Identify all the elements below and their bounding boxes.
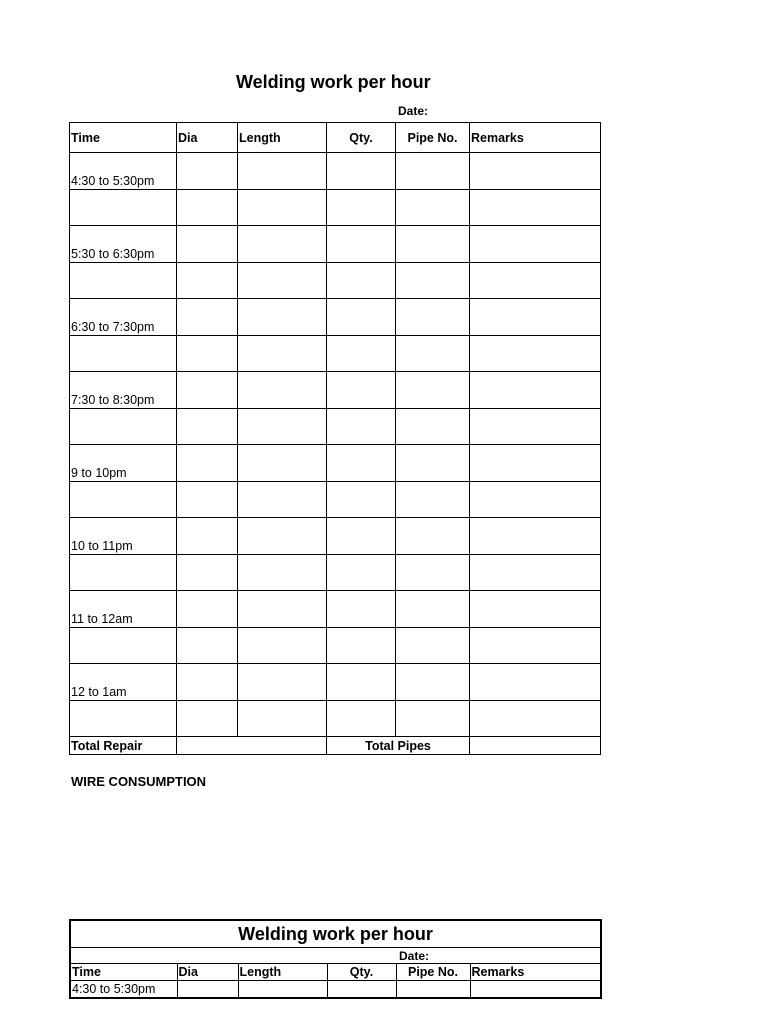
time-slot-rows (70, 153, 601, 737)
entry-cell[interactable] (470, 336, 601, 372)
time-slot-label: 9 to 10pm (70, 445, 177, 482)
entry-cell[interactable] (327, 591, 396, 628)
entry-cell[interactable] (177, 153, 238, 190)
second-col-header-dia: Dia (177, 964, 238, 981)
entry-cell[interactable] (177, 409, 238, 445)
entry-cell[interactable] (177, 591, 238, 628)
second-entry-cell[interactable] (470, 981, 601, 999)
entry-cell[interactable] (238, 299, 327, 336)
blank-row (70, 555, 601, 591)
second-entry-cell[interactable] (238, 981, 327, 999)
entry-cell[interactable] (470, 664, 601, 701)
header-row (70, 123, 601, 153)
entry-cell[interactable] (238, 190, 327, 226)
entry-cell[interactable] (396, 701, 470, 737)
entry-cell[interactable] (177, 372, 238, 409)
entry-cell[interactable] (396, 336, 470, 372)
entry-cell[interactable] (238, 153, 327, 190)
entry-cell[interactable] (327, 153, 396, 190)
second-sheet-title: Welding work per hour (70, 920, 601, 948)
blank-row (70, 263, 601, 299)
entry-cell[interactable] (70, 628, 177, 664)
entry-cell[interactable] (396, 372, 470, 409)
time-slot-row (70, 518, 601, 555)
blank-row (70, 701, 601, 737)
entry-cell[interactable] (177, 701, 238, 737)
entry-cell[interactable] (327, 226, 396, 263)
blank-row (70, 482, 601, 518)
entry-cell[interactable] (238, 336, 327, 372)
entry-cell[interactable] (470, 190, 601, 226)
second-title-row (70, 920, 601, 948)
time-slot-label: 10 to 11pm (70, 518, 177, 555)
blank-row (70, 409, 601, 445)
entry-cell[interactable] (177, 336, 238, 372)
entry-cell[interactable] (470, 555, 601, 591)
entry-cell[interactable] (396, 190, 470, 226)
entry-cell[interactable] (70, 555, 177, 591)
entry-cell[interactable] (327, 701, 396, 737)
entry-cell[interactable] (396, 153, 470, 190)
second-time-slot-label: 4:30 to 5:30pm (70, 981, 177, 999)
time-slot-label: 11 to 12am (70, 591, 177, 628)
entry-cell[interactable] (396, 226, 470, 263)
entry-cell[interactable] (470, 263, 601, 299)
entry-cell[interactable] (177, 299, 238, 336)
entry-cell[interactable] (470, 153, 601, 190)
time-slot-row (70, 226, 601, 263)
wire-consumption-heading: WIRE CONSUMPTION (71, 774, 207, 789)
entry-cell[interactable] (327, 518, 396, 555)
entry-cell[interactable] (177, 518, 238, 555)
entry-cell[interactable] (70, 701, 177, 737)
total-pipes-label: Total Pipes (327, 737, 470, 755)
entry-cell[interactable] (470, 372, 601, 409)
totals-row (70, 737, 601, 755)
entry-cell[interactable] (396, 445, 470, 482)
second-col-header-remarks: Remarks (470, 964, 601, 981)
entry-cell[interactable] (238, 482, 327, 518)
entry-cell[interactable] (177, 263, 238, 299)
entry-cell[interactable] (177, 445, 238, 482)
entry-cell[interactable] (470, 591, 601, 628)
col-header-time: Time (70, 123, 177, 153)
entry-cell[interactable] (327, 555, 396, 591)
entry-cell[interactable] (396, 628, 470, 664)
entry-cell[interactable] (396, 263, 470, 299)
second-col-header-time: Time (70, 964, 177, 981)
second-entry-cell[interactable] (327, 981, 396, 999)
second-header-row (70, 964, 601, 981)
time-slot-row (70, 372, 601, 409)
entry-cell[interactable] (327, 299, 396, 336)
entry-cell[interactable] (327, 190, 396, 226)
entry-cell[interactable] (70, 263, 177, 299)
entry-cell[interactable] (238, 664, 327, 701)
entry-cell[interactable] (177, 664, 238, 701)
time-slot-row (70, 299, 601, 336)
second-date-label: Date: (70, 948, 601, 964)
entry-cell[interactable] (238, 372, 327, 409)
entry-cell[interactable] (470, 409, 601, 445)
entry-cell[interactable] (470, 445, 601, 482)
col-header-length: Length (238, 123, 327, 153)
entry-cell[interactable] (70, 482, 177, 518)
entry-cell[interactable] (396, 664, 470, 701)
entry-cell[interactable] (470, 628, 601, 664)
col-header-pipe-no: Pipe No. (396, 123, 470, 153)
second-col-header-length: Length (238, 964, 327, 981)
entry-cell[interactable] (470, 518, 601, 555)
entry-cell[interactable] (327, 263, 396, 299)
entry-cell[interactable] (70, 336, 177, 372)
sheet-title: Welding work per hour (236, 72, 431, 92)
entry-cell[interactable] (327, 628, 396, 664)
blank-row (70, 336, 601, 372)
total-pipes-cell[interactable] (470, 737, 601, 755)
entry-cell[interactable] (396, 482, 470, 518)
entry-cell[interactable] (177, 482, 238, 518)
entry-cell[interactable] (396, 591, 470, 628)
time-slot-label: 4:30 to 5:30pm (70, 153, 177, 190)
second-date-row (70, 948, 601, 964)
entry-cell[interactable] (70, 190, 177, 226)
entry-cell[interactable] (327, 664, 396, 701)
entry-cell[interactable] (238, 226, 327, 263)
entry-cell[interactable] (177, 628, 238, 664)
entry-cell[interactable] (327, 482, 396, 518)
entry-cell[interactable] (238, 701, 327, 737)
entry-cell[interactable] (238, 445, 327, 482)
entry-cell[interactable] (238, 555, 327, 591)
time-slot-label: 12 to 1am (70, 664, 177, 701)
entry-cell[interactable] (238, 263, 327, 299)
entry-cell[interactable] (470, 299, 601, 336)
time-slot-label: 5:30 to 6:30pm (70, 226, 177, 263)
entry-cell[interactable] (327, 372, 396, 409)
entry-cell[interactable] (327, 336, 396, 372)
second-col-header-pipe-no: Pipe No. (396, 964, 470, 981)
entry-cell[interactable] (470, 226, 601, 263)
total-repair-cell[interactable] (177, 737, 327, 755)
total-repair-label: Total Repair (70, 737, 177, 755)
entry-cell[interactable] (396, 555, 470, 591)
entry-cell[interactable] (396, 299, 470, 336)
time-slot-row (70, 664, 601, 701)
col-header-dia: Dia (177, 123, 238, 153)
time-slot-row (70, 153, 601, 190)
entry-cell[interactable] (177, 190, 238, 226)
entry-cell[interactable] (177, 226, 238, 263)
blank-row (70, 190, 601, 226)
time-slot-label: 6:30 to 7:30pm (70, 299, 177, 336)
entry-cell[interactable] (238, 628, 327, 664)
time-slot-row (70, 445, 601, 482)
entry-cell[interactable] (396, 409, 470, 445)
entry-cell[interactable] (177, 555, 238, 591)
second-col-header-qty: Qty. (327, 964, 396, 981)
second-welding-log-table (69, 919, 602, 999)
second-entry-cell[interactable] (177, 981, 238, 999)
entry-cell[interactable] (238, 409, 327, 445)
second-entry-cell[interactable] (396, 981, 470, 999)
time-slot-row (70, 591, 601, 628)
entry-cell[interactable] (238, 518, 327, 555)
col-header-qty: Qty. (327, 123, 396, 153)
entry-cell[interactable] (327, 409, 396, 445)
entry-cell[interactable] (327, 445, 396, 482)
entry-cell[interactable] (238, 591, 327, 628)
entry-cell[interactable] (470, 482, 601, 518)
welding-log-table (69, 122, 601, 755)
entry-cell[interactable] (470, 701, 601, 737)
date-label: Date: (398, 104, 429, 118)
entry-cell[interactable] (396, 518, 470, 555)
time-slot-label: 7:30 to 8:30pm (70, 372, 177, 409)
blank-row (70, 628, 601, 664)
second-slot-row (70, 981, 601, 999)
entry-cell[interactable] (70, 409, 177, 445)
col-header-remarks: Remarks (470, 123, 601, 153)
